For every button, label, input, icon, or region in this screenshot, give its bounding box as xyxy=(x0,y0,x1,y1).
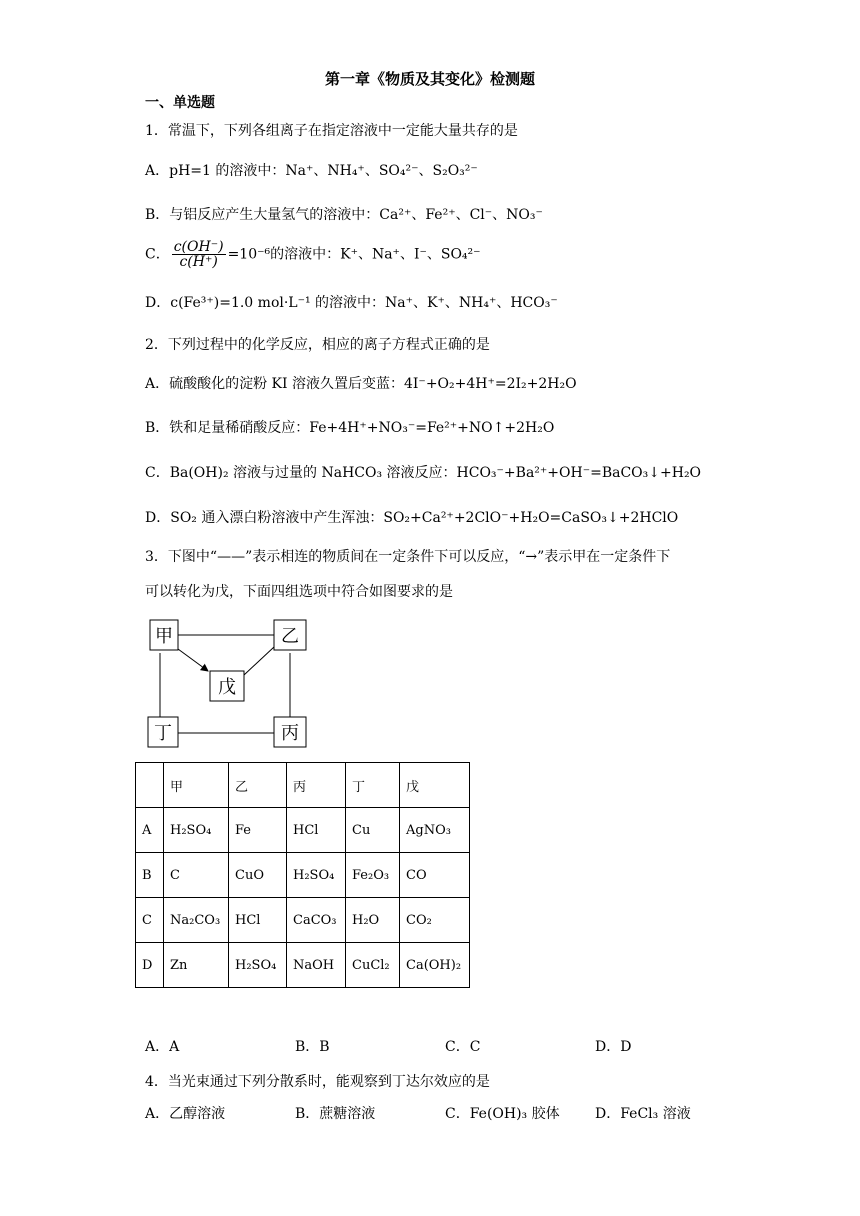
q1-option-c xyxy=(145,240,481,269)
q1-stem: 1．常温下，下列各组离子在指定溶液中一定能大量共存的是 xyxy=(145,123,518,139)
q3-stem-line2: 可以转化为戊，下面四组选项中符合如图要求的是 xyxy=(145,584,453,600)
table-cell: CuO xyxy=(229,853,287,898)
q3-choice-c: C．C xyxy=(445,1039,481,1055)
table-cell: H₂SO₄ xyxy=(164,808,229,853)
q2-stem: 2．下列过程中的化学反应，相应的离子方程式正确的是 xyxy=(145,337,490,353)
table-cell: B xyxy=(136,853,164,898)
table-cell: CuCl₂ xyxy=(346,943,400,988)
table-header-cell xyxy=(136,763,164,808)
table-cell: A xyxy=(136,808,164,853)
table-cell: Fe₂O₃ xyxy=(346,853,400,898)
node-jia-label: 甲 xyxy=(155,626,173,647)
q2-option-a: A．硫酸酸化的淀粉 KI 溶液久置后变蓝：4I⁻+O₂+4H⁺=2I₂+2H₂O xyxy=(145,376,577,392)
table-cell: CaCO₃ xyxy=(287,898,346,943)
q4-choice-c: C．Fe(OH)₃ 胶体 xyxy=(445,1106,560,1122)
q4-choice-d: D．FeCl₃ 溶液 xyxy=(595,1106,691,1122)
table-cell: NaOH xyxy=(287,943,346,988)
q3-choice-a: A．A xyxy=(145,1039,180,1055)
table-header-cell: 乙 xyxy=(229,763,287,808)
q4-choice-b: B．蔗糖溶液 xyxy=(295,1106,376,1122)
relation-diagram xyxy=(140,615,310,755)
q2-option-b: B．铁和足量稀硝酸反应：Fe+4H⁺+NO₃⁻=Fe²⁺+NO↑+2H₂O xyxy=(145,420,555,436)
table-cell: CO xyxy=(400,853,470,898)
table-header-row xyxy=(136,763,470,808)
table-cell: Fe xyxy=(229,808,287,853)
q1-option-c-rest: =10⁻⁶的溶液中：K⁺、Na⁺、I⁻、SO₄²⁻ xyxy=(227,246,481,263)
table-cell: CO₂ xyxy=(400,898,470,943)
q3-choice-d: D．D xyxy=(595,1039,632,1055)
table-cell: H₂SO₄ xyxy=(229,943,287,988)
q3-choice-b: B．B xyxy=(295,1039,330,1055)
table-row xyxy=(136,943,470,988)
q1-option-a: A．pH=1 的溶液中：Na⁺、NH₄⁺、SO₄²⁻、S₂O₃²⁻ xyxy=(145,163,478,179)
table-header-cell: 甲 xyxy=(164,763,229,808)
q1-option-d: D．c(Fe³⁺)=1.0 mol·L⁻¹ 的溶液中：Na⁺、K⁺、NH₄⁺、HCO₃⁻ xyxy=(145,295,558,311)
table-cell: HCl xyxy=(287,808,346,853)
table-cell: Ca(OH)₂ xyxy=(400,943,470,988)
table-header-cell: 丙 xyxy=(287,763,346,808)
q4-stem: 4．当光束通过下列分散系时，能观察到丁达尔效应的是 xyxy=(145,1074,490,1090)
q1-option-b: B．与铝反应产生大量氢气的溶液中：Ca²⁺、Fe²⁺、Cl⁻、NO₃⁻ xyxy=(145,207,543,223)
node-wu-label: 戊 xyxy=(218,677,236,698)
table-row xyxy=(136,808,470,853)
fraction-denominator: c(H⁺) xyxy=(179,254,218,270)
table-cell: C xyxy=(136,898,164,943)
table-header-cell: 丁 xyxy=(346,763,400,808)
table-cell: Zn xyxy=(164,943,229,988)
table-cell: C xyxy=(164,853,229,898)
fraction xyxy=(172,240,226,269)
table-cell: D xyxy=(136,943,164,988)
section-heading: 一、单选题 xyxy=(145,95,215,111)
node-yi-label: 乙 xyxy=(281,626,299,647)
q2-option-d: D．SO₂ 通入漂白粉溶液中产生浑浊：SO₂+Ca²⁺+2ClO⁻+H₂O=CaSO₃↓+2HClO xyxy=(145,510,679,526)
table-header-cell: 戊 xyxy=(400,763,470,808)
table-cell: Cu xyxy=(346,808,400,853)
table-row xyxy=(136,853,470,898)
q1-option-c-label: C． xyxy=(145,246,170,263)
table-cell: HCl xyxy=(229,898,287,943)
node-ding-label: 丁 xyxy=(154,723,172,744)
table-cell: H₂O xyxy=(346,898,400,943)
fraction-numerator: c(OH⁻) xyxy=(173,239,224,255)
page-title: 第一章《物质及其变化》检测题 xyxy=(324,70,535,88)
table-cell: H₂SO₄ xyxy=(287,853,346,898)
table-row xyxy=(136,898,470,943)
q4-choice-a: A．乙醇溶液 xyxy=(145,1106,226,1122)
table-cell: AgNO₃ xyxy=(400,808,470,853)
table-cell: Na₂CO₃ xyxy=(164,898,229,943)
q3-stem-line1: 3．下图中“——”表示相连的物质间在一定条件下可以反应，“→”表示甲在一定条件下 xyxy=(145,549,671,565)
node-bing-label: 丙 xyxy=(281,723,299,744)
q2-option-c: C．Ba(OH)₂ 溶液与过量的 NaHCO₃ 溶液反应：HCO₃⁻+Ba²⁺+OH⁻=BaCO₃↓+H₂O xyxy=(145,465,702,481)
options-table xyxy=(135,762,470,988)
